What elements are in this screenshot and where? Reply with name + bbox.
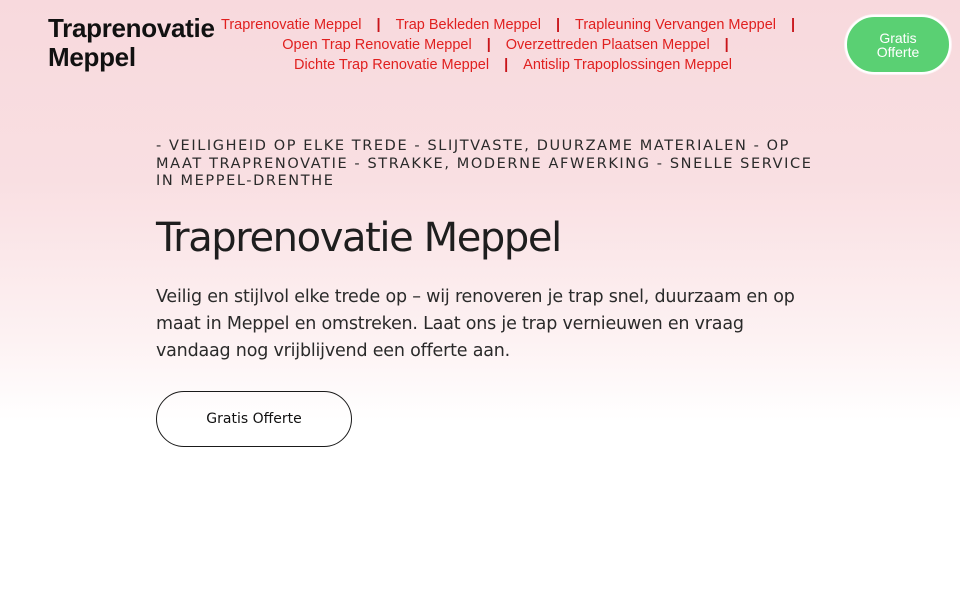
nav-link-trapleuning-vervangen[interactable]: Trapleuning Vervangen Meppel <box>575 17 776 33</box>
nav-separator: | <box>724 37 729 53</box>
nav-row <box>218 55 808 75</box>
main-navigation <box>218 15 838 75</box>
nav-link-overzettreden-plaatsen[interactable]: Overzettreden Plaatsen Meppel <box>505 37 710 53</box>
brand-name-line2: Meppel <box>48 42 136 72</box>
nav-separator: | <box>486 37 491 53</box>
brand-name-line1: Traprenovatie <box>48 13 215 43</box>
nav-link-dichte-trap-renovatie[interactable]: Dichte Trap Renovatie Meppel <box>294 57 490 73</box>
hero-quote-button-label: Gratis Offerte <box>206 411 302 427</box>
nav-link-antislip-trapoplossingen[interactable]: Antislip Trapoplossingen Meppel <box>523 57 732 73</box>
nav-separator: | <box>504 57 509 73</box>
page-title: Traprenovatie Meppel <box>156 215 561 261</box>
header-quote-button[interactable] <box>845 15 951 74</box>
hero-tagline: - VEILIGHEID OP ELKE TREDE - SLIJTVASTE, DUURZAME MATERIALEN - OP MAAT TRAPRENOVATIE - STRAKKE, MODERNE AFWERKING - SNELLE SERVICE IN MEPPEL-DRENTHE <box>156 138 813 189</box>
hero-description: Veilig en stijlvol elke trede op – wij renoveren je trap snel, duurzaam en op maat in Meppel en omstreken. Laat ons je trap vernieuwen en vraag vandaag nog vrijblijvend een offerte aan. <box>156 287 795 361</box>
nav-separator: | <box>555 17 560 33</box>
header-quote-button-label: Gratis Offerte <box>876 29 920 60</box>
nav-link-open-trap-renovatie[interactable]: Open Trap Renovatie Meppel <box>282 37 472 53</box>
hero-quote-button[interactable] <box>156 391 352 447</box>
nav-row <box>218 35 808 55</box>
nav-link-trap-bekleden[interactable]: Trap Bekleden Meppel <box>395 17 541 33</box>
nav-link-traprenovatie-meppel[interactable]: Traprenovatie Meppel <box>221 17 362 33</box>
nav-separator: | <box>376 17 381 33</box>
nav-row <box>218 15 811 35</box>
site-logo[interactable] <box>48 14 228 72</box>
nav-separator: | <box>791 17 796 33</box>
